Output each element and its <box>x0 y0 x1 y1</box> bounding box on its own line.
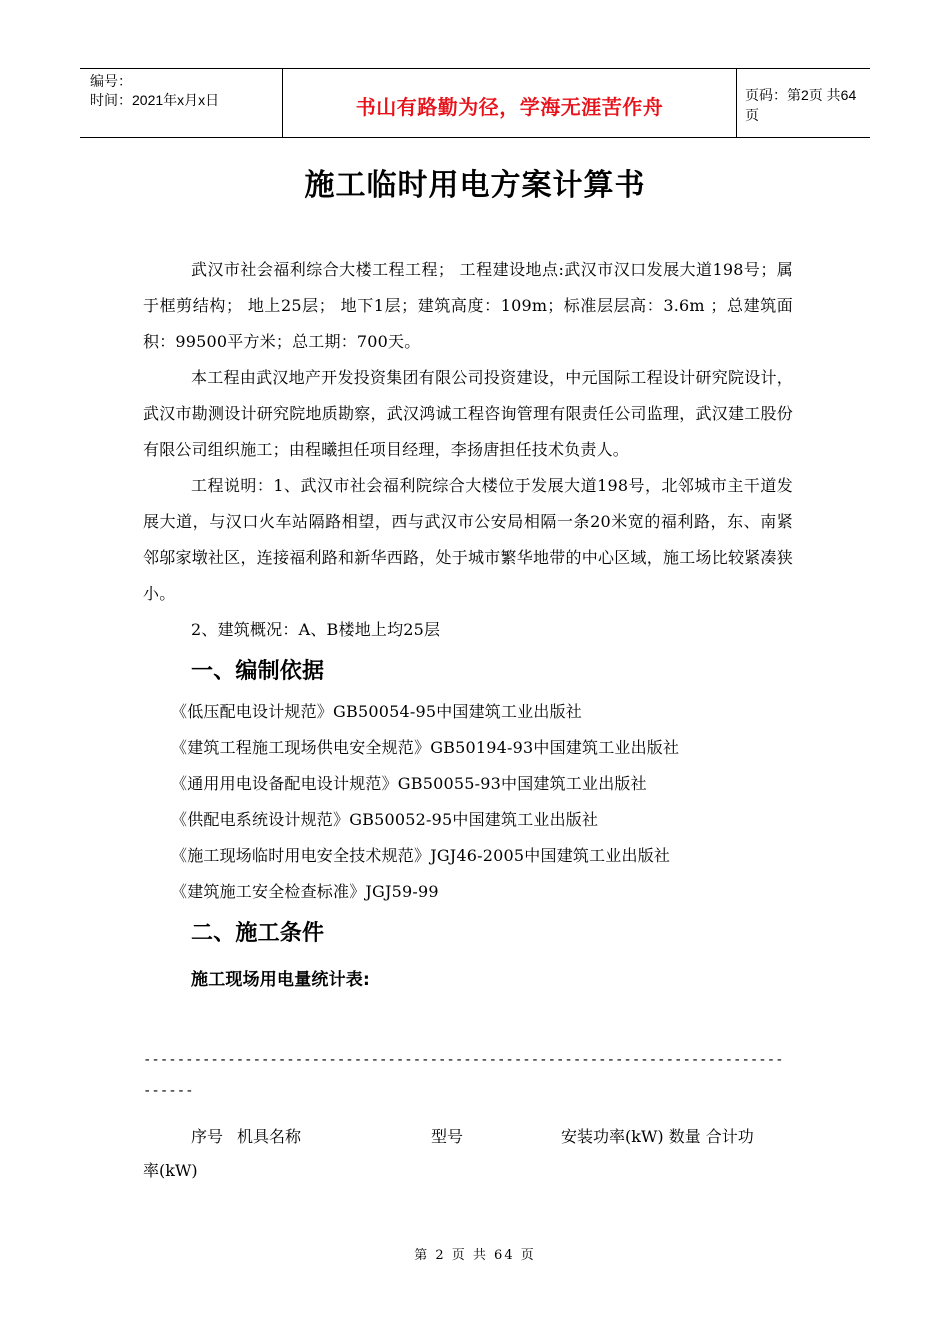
time-label: 时间：2021年x月x日 <box>90 92 220 108</box>
reference-item: 《建筑施工安全检查标准》JGJ59-99 <box>171 882 439 901</box>
reference-item: 《施工现场临时用电安全技术规范》JGJ46-2005中国建筑工业出版社 <box>171 846 671 865</box>
paragraph-project-info: 武汉市社会福利综合大楼工程工程； 工程建设地点:武汉市汉口发展大道198号；属于框剪结构； 地上25层； 地下1层；建筑高度：109m；标准层层高：3.6m ；总建筑面积：99500平方米；总工期：700天。 <box>143 260 793 351</box>
paragraph-participants: 本工程由武汉地产开发投资集团有限公司投资建设，中元国际工程设计研究院设计，武汉市勘测设计研究院地质勘察，武汉鸿诚工程咨询管理有限责任公司监理，武汉建工股份有限公司组织施工；由程曦担任项目经理，李扬唐担任技术负责人。 <box>143 368 793 459</box>
column-name: 机具名称 <box>237 1127 302 1146</box>
column-header-row <box>143 1120 793 1154</box>
page-info-text: 页码：第2页 共64页 <box>745 87 857 123</box>
reference-item: 《建筑工程施工现场供电安全规范》GB50194-93中国建筑工业出版社 <box>171 738 680 757</box>
reference-item: 《供配电系统设计规范》GB50052-95中国建筑工业出版社 <box>171 810 599 829</box>
document-title: 施工临时用电方案计算书 <box>304 168 646 203</box>
column-power-qty: 安装功率(kW) 数量 合计功 <box>561 1127 754 1146</box>
motto-cell <box>282 69 737 137</box>
paragraph-description: 工程说明：1、武汉市社会福利院综合大楼位于发展大道198号，北邻城市主干道发展大道，与汉口火车站隔路相望，西与武汉市公安局相隔一条20米宽的福利路，东、南紧邻邬家墩社区，连接福利路和新华西路，处于城市繁华地带的中心区域，施工场比较紧凑狭小。 <box>143 476 793 603</box>
document-body <box>143 252 793 1000</box>
column-model: 型号 <box>431 1127 464 1146</box>
header-table <box>80 68 870 138</box>
column-total-tail: 率(kW) <box>143 1161 198 1180</box>
header-left-cell <box>80 69 282 137</box>
reference-item: 《通用用电设备配电设计规范》GB50055-93中国建筑工业出版社 <box>171 774 647 793</box>
page-footer: 第 2 页 共 64 页 <box>414 1248 536 1263</box>
paragraph-overview: 2、建筑概况：A、B楼地上均25层 <box>191 620 441 639</box>
dash-separator: ---------------------------------------------------------------------------- <box>143 1052 784 1068</box>
table-column-headers <box>143 1120 793 1188</box>
code-label: 编号： <box>90 73 132 89</box>
dash-separator-tail: ------ <box>143 1083 194 1099</box>
table-caption: 施工现场用电量统计表: <box>191 970 370 990</box>
motto-text: 书山有路勤为径，学海无涯苦作舟 <box>355 94 664 119</box>
page-info-cell <box>737 69 870 137</box>
reference-item: 《低压配电设计规范》GB50054-95中国建筑工业出版社 <box>171 702 583 721</box>
column-no: 序号 <box>191 1127 224 1146</box>
section-heading-basis: 一、编制依据 <box>191 659 325 684</box>
section-heading-conditions: 二、施工条件 <box>191 921 325 946</box>
